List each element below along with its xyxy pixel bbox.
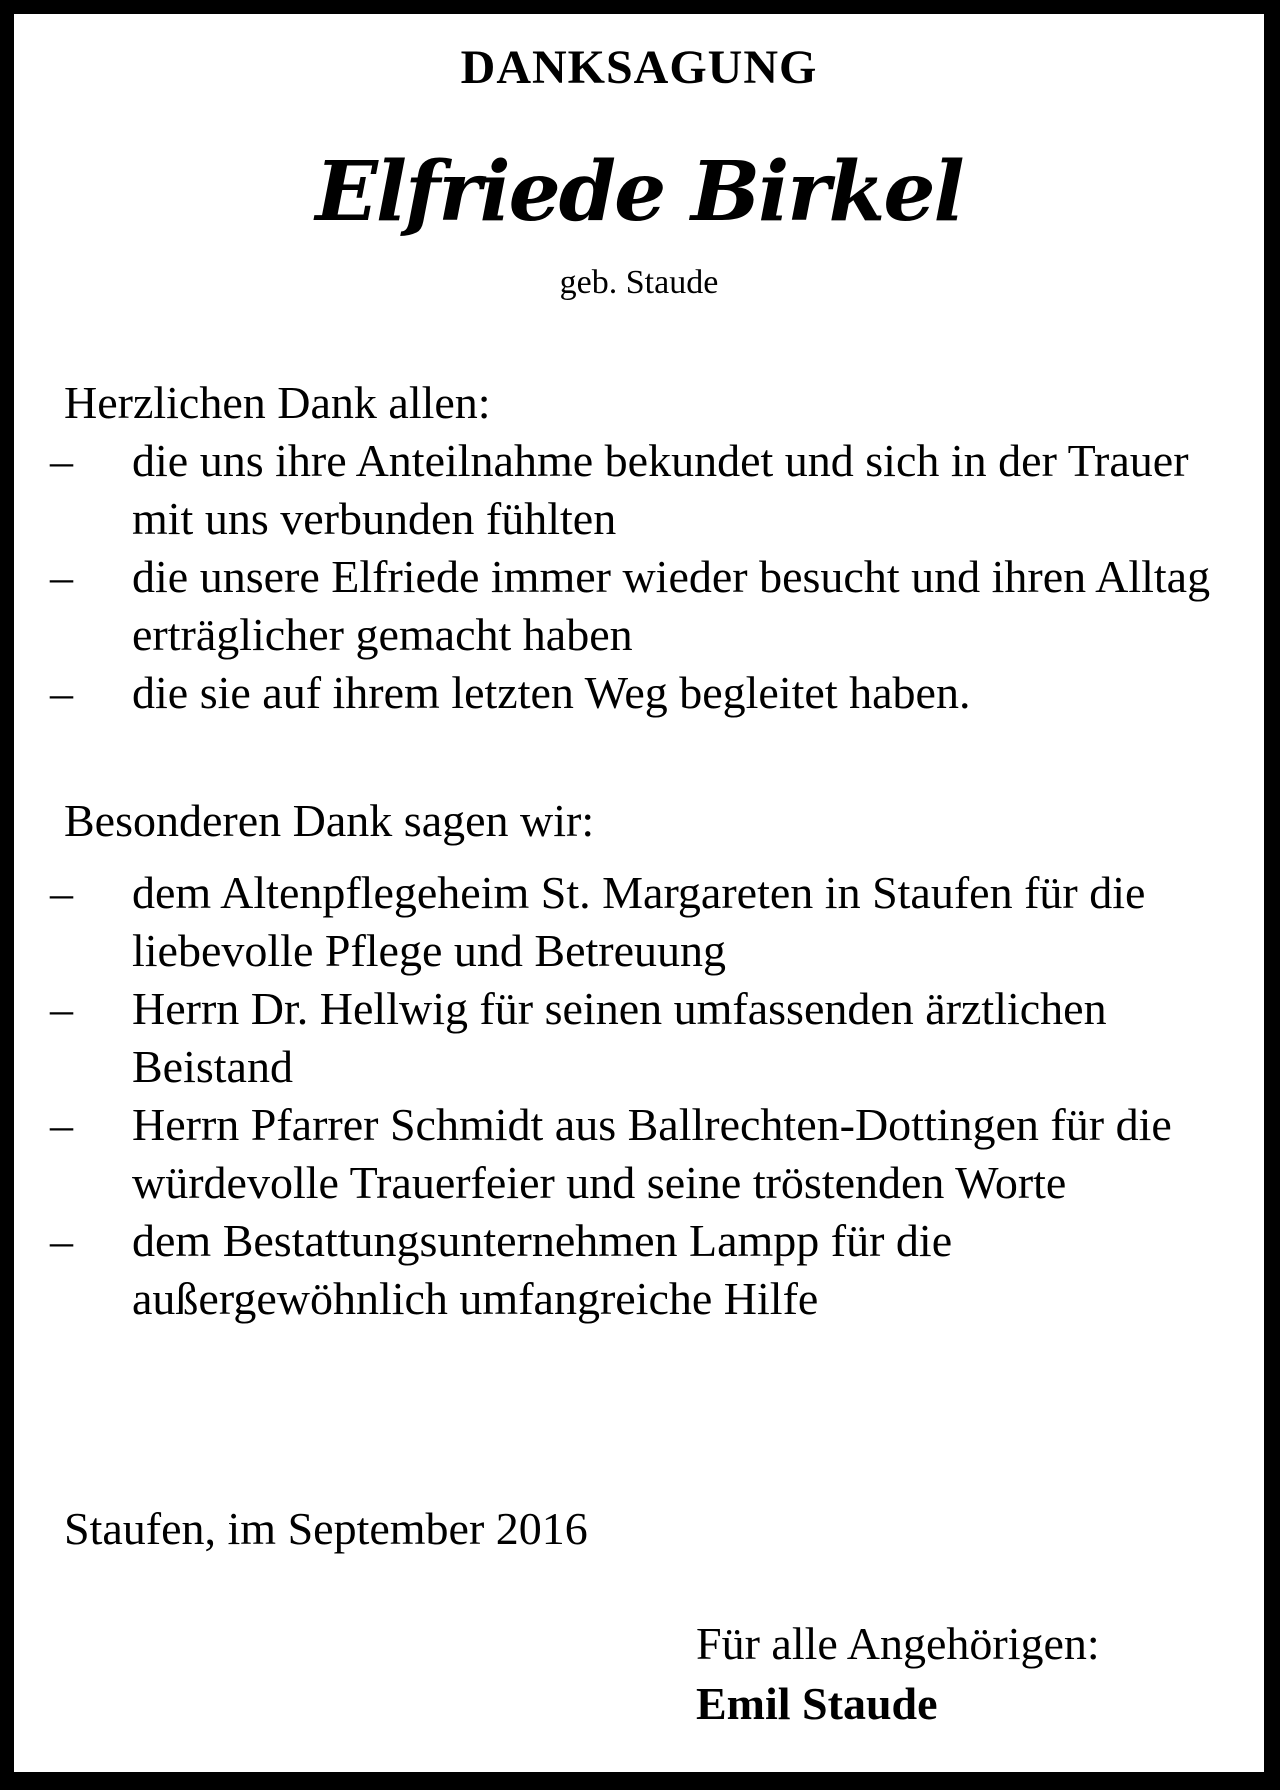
- list-item: [50, 1096, 1234, 1212]
- special-thanks-list: [50, 864, 1234, 1328]
- list-item: [50, 980, 1234, 1096]
- place-date: Staufen, im September 2016: [64, 1503, 588, 1554]
- list-item: [50, 432, 1234, 548]
- list-item: [50, 664, 1234, 722]
- dash-bullet: –: [50, 1099, 73, 1150]
- signature-block: [696, 1614, 1100, 1734]
- dash-bullet: –: [50, 867, 73, 918]
- list-item: [50, 548, 1234, 664]
- special-thanks-title: Besonderen Dank sagen wir:: [64, 795, 595, 846]
- signature-line: Für alle Angehörigen:: [696, 1618, 1100, 1669]
- dash-bullet: –: [50, 1215, 73, 1266]
- notice-frame: [14, 14, 1264, 1772]
- list-item-text: Herrn Pfarrer Schmidt aus Ballrechten-Dottingen für die würdevolle Trauerfeier und seine tröstenden Worte: [132, 1099, 1172, 1208]
- list-item-text: Herrn Dr. Hellwig für seinen umfassenden ärztlichen Beistand: [132, 983, 1107, 1092]
- list-item: [50, 1212, 1234, 1328]
- signer-name: Emil Staude: [696, 1678, 938, 1729]
- notice-heading: DANKSAGUNG: [460, 41, 818, 94]
- list-item-text: dem Altenpflegeheim St. Margareten in Staufen für die liebevolle Pflege und Betreuung: [132, 867, 1146, 976]
- list-item-text: die sie auf ihrem letzten Weg begleitet haben.: [132, 667, 971, 718]
- maiden-name: geb. Staude: [559, 264, 719, 301]
- special-thanks-section: [50, 792, 1234, 1328]
- list-item: [50, 864, 1234, 980]
- dash-bullet: –: [50, 435, 73, 486]
- dash-bullet: –: [50, 551, 73, 602]
- thanks-all-title: Herzlichen Dank allen:: [64, 377, 491, 428]
- list-item-text: die unsere Elfriede immer wieder besucht und ihren Alltag erträglicher gemacht haben: [132, 551, 1211, 660]
- dash-bullet: –: [50, 667, 73, 718]
- dash-bullet: –: [50, 983, 73, 1034]
- list-item-text: die uns ihre Anteilnahme bekundet und sich in der Trauer mit uns verbunden fühlten: [132, 435, 1189, 544]
- deceased-name: Elfriede Birkel: [315, 144, 963, 240]
- list-item-text: dem Bestattungsunternehmen Lampp für die außergewöhnlich umfangreiche Hilfe: [132, 1215, 953, 1324]
- thanks-all-section: [50, 374, 1234, 722]
- thanks-all-list: [50, 432, 1234, 722]
